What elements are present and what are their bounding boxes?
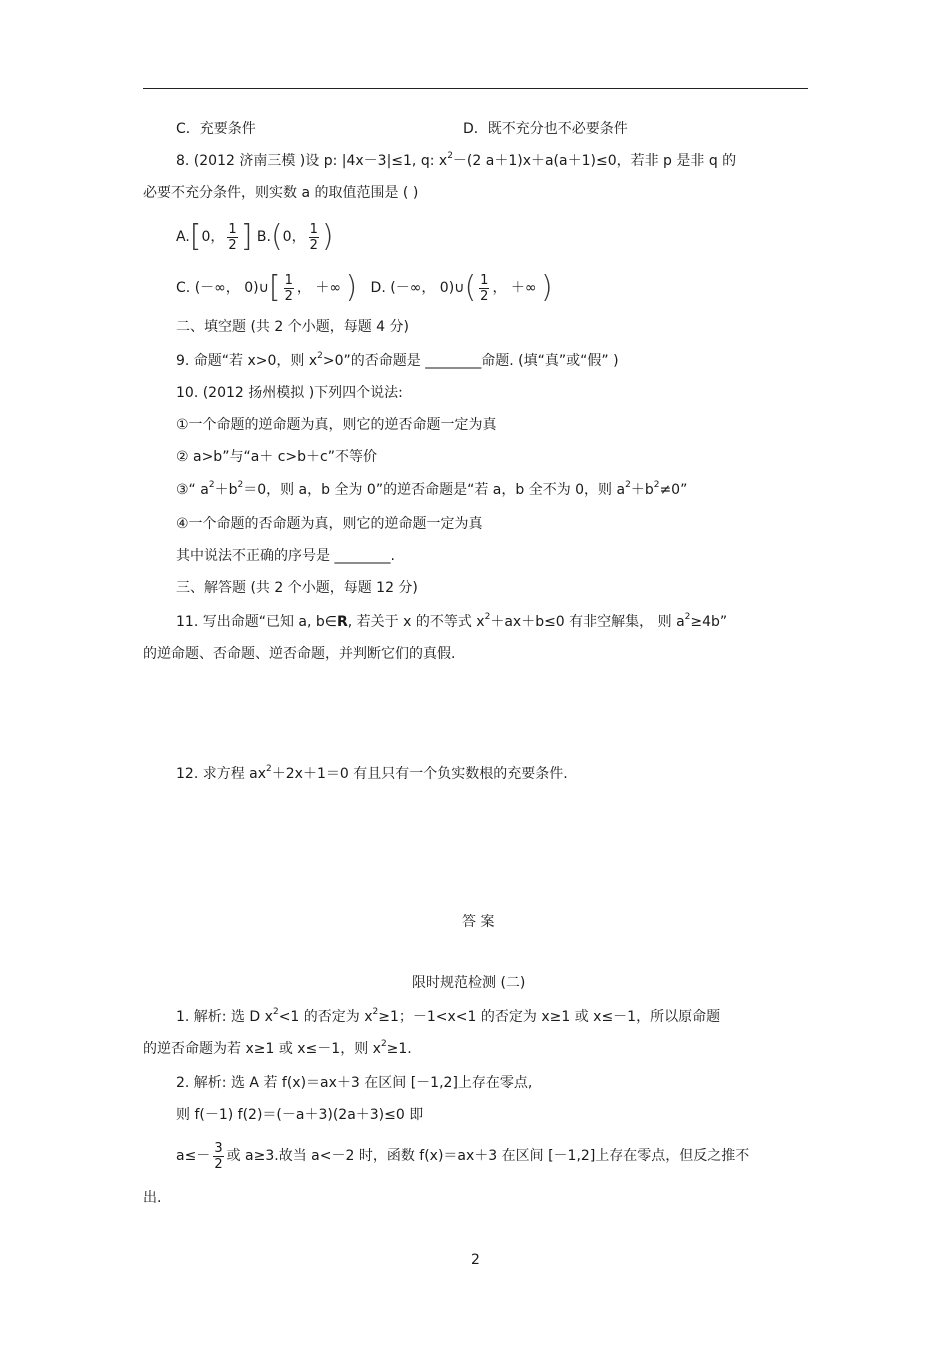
answer-2-line3: a≤－ $\frac{3}{2}$ 或 a≥3.故当 a<－2 时，函数 f(x)＝ax＋3 在区间 [－1,2]上存在零点，但反之推不	[176, 1140, 750, 1172]
q7-option-d: D．既不充分也不必要条件	[463, 121, 628, 137]
answer-2-line2: 则 f(－1) f(2)＝(－a＋3)(2a＋3)≤0 即	[176, 1107, 424, 1123]
fraction-half: $\frac{1}{2}$	[309, 221, 318, 253]
fraction-three-halves: $\frac{3}{2}$	[214, 1140, 223, 1172]
q8-line1: 8. (2012 济南三模 )设 p: |4x－3|≤1, q: $x^2-(2$ a＋1)x＋a(a＋1)≤0，若非 p 是非 q 的	[176, 151, 737, 169]
answer-title: 答 案	[462, 914, 495, 930]
q11-line2: 的逆命题、否命题、逆否命题，并判断它们的真假.	[143, 646, 456, 662]
q10-statement-3: ③“ $a^2+b^2=0$，则 a，b 全为 0”的逆否命题是“若 a，b 全不为 0，则 $a^2+b^2\ne 0$”	[176, 480, 688, 498]
q8-line2: 必要不充分条件，则实数 a 的取值范围是 ( )	[143, 185, 419, 201]
q10-question: 其中说法不正确的序号是 ________.	[176, 548, 395, 564]
answer-2-line1: 2. 解析: 选 A 若 f(x)＝ax＋3 在区间 [－1,2]上存在零点,	[176, 1075, 533, 1091]
q8-options-cd: C. (－∞， 0)∪[ $\frac{1}{2}$ ， ＋∞ ) D. (－∞， 0)∪( $\frac{1}{2}$ ， ＋∞ )	[176, 270, 553, 305]
answer-1-line1: 1. 解析: 选 D $x^2<1$ 的否定为 $x^2\ge 1$；－1<x<1 的否定为 x≥1 或 x≤－1，所以原命题	[176, 1007, 721, 1025]
q11-line1: 11. 写出命题“已知 a, b∈R, 若关于 x 的不等式 $x^2+ax+b\le 0$ 有非空解集， 则 $a^2\ge 4b$”	[176, 612, 728, 630]
section-fill-in: 二、填空题 (共 2 个小题，每题 4 分)	[176, 319, 409, 335]
page-number: 2	[471, 1252, 480, 1268]
q9: 9. 命题“若 x>0，则 $x^2>0$”的否命题是 ________命题. (填“真”或“假” )	[176, 351, 619, 369]
q8-options-ab: A.[0， $\frac{1}{2}$ ] B.(0， $\frac{1}{2}$ )	[176, 219, 334, 254]
section-solve: 三、解答题 (共 2 个小题，每题 12 分)	[176, 580, 418, 596]
q10-statement-2: ② a>b”与“a＋ c>b＋c”不等价	[176, 449, 377, 465]
header-rule	[143, 88, 808, 89]
answer-1-line2: 的逆否命题为若 x≥1 或 x≤－1，则 $x^2\ge 1$.	[143, 1039, 412, 1057]
fraction-half: $\frac{1}{2}$	[228, 221, 237, 253]
fraction-half: $\frac{1}{2}$	[480, 272, 489, 304]
q10-intro: 10. (2012 扬州模拟 )下列四个说法:	[176, 385, 403, 401]
answer-subtitle: 限时规范检测 (二)	[412, 975, 526, 991]
q10-statement-1: ①一个命题的逆命题为真，则它的逆否命题一定为真	[176, 417, 497, 433]
q7-option-c: C．充要条件	[176, 121, 256, 137]
fraction-half: $\frac{1}{2}$	[284, 272, 293, 304]
q12: 12. 求方程 $ax^2+2x+1=0$ 有且只有一个负实数根的充要条件.	[176, 764, 568, 782]
answer-2-line4: 出.	[143, 1190, 162, 1206]
q10-statement-4: ④一个命题的否命题为真，则它的逆命题一定为真	[176, 516, 483, 532]
